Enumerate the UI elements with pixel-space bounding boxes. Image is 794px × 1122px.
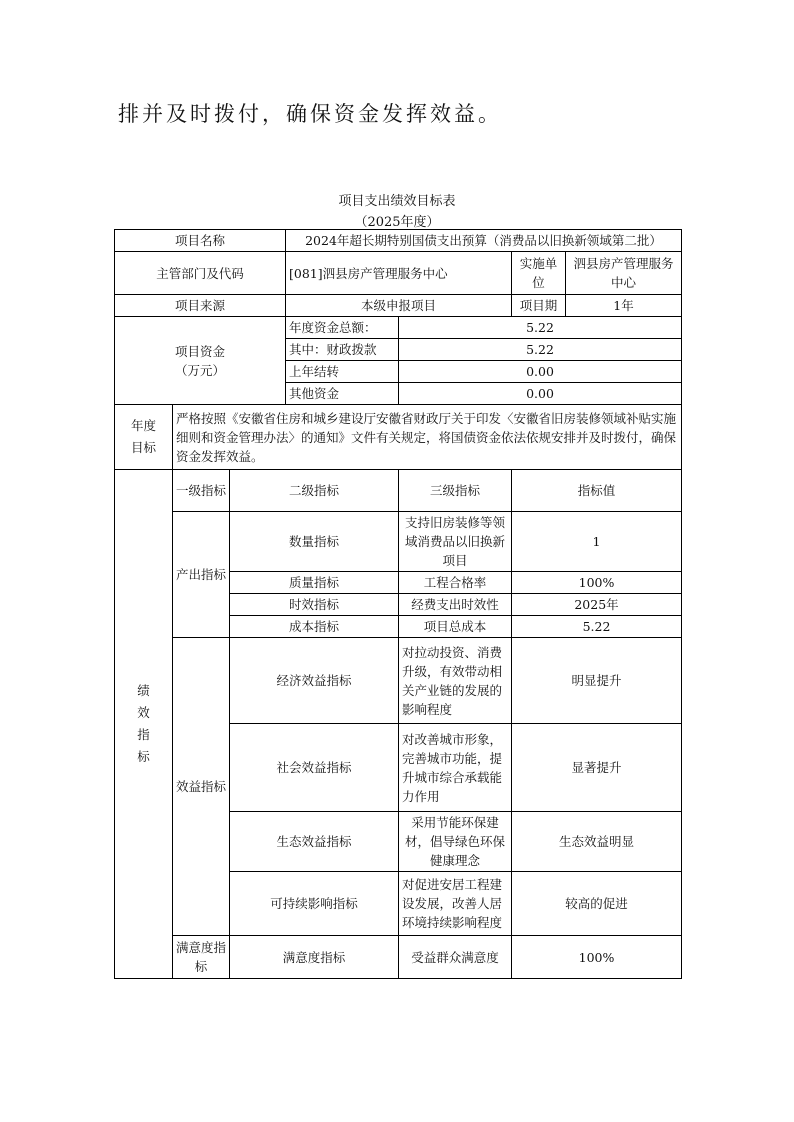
performance-label-char: 效	[137, 705, 150, 720]
funds-item-value: 0.00	[399, 383, 682, 405]
output-indicator-label: 产出指标	[173, 512, 230, 638]
performance-label-char: 标	[137, 749, 150, 764]
header-level3: 三级指标	[399, 470, 512, 512]
table-title: 项目支出绩效目标表	[338, 194, 456, 209]
project-name-value: 2024年超长期特别国债支出预算（消费品以旧换新领域第二批）	[286, 230, 682, 252]
performance-table	[114, 229, 682, 979]
funds-item-value: 5.22	[399, 317, 682, 339]
header-level1: 一级指标	[173, 470, 230, 512]
level2-indicator: 数量指标	[230, 512, 399, 572]
level2-indicator: 生态效益指标	[230, 812, 399, 872]
funds-item-value: 0.00	[399, 361, 682, 383]
indicator-value: 5.22	[512, 616, 682, 638]
impl-unit-value: 泗县房产管理服务中心	[566, 252, 682, 295]
impl-unit-label: 实施单位	[512, 252, 566, 295]
annual-goal-label-line1: 年度	[130, 418, 156, 433]
annual-goal-label	[115, 405, 173, 470]
table-year: （2025年度）	[354, 215, 440, 230]
satisfaction-indicator-label: 满意度指标	[173, 936, 230, 979]
funds-label	[115, 317, 286, 405]
level2-indicator: 满意度指标	[230, 936, 399, 979]
lead-text: 排并及时拨付，确保资金发挥效益。	[118, 102, 502, 126]
indicator-value: 生态效益明显	[512, 812, 682, 872]
period-label: 项目期	[512, 295, 566, 317]
project-name-label: 项目名称	[115, 230, 286, 252]
row-benefit-economic	[115, 638, 682, 724]
performance-label-char: 指	[137, 727, 150, 742]
indicator-value: 明显提升	[512, 638, 682, 724]
header-level2: 二级指标	[230, 470, 399, 512]
funds-item-label: 其他资金	[286, 383, 399, 405]
level3-indicator: 对促进安居工程建设发展，改善人居环境持续影响程度	[399, 872, 512, 936]
funds-item-value: 5.22	[399, 339, 682, 361]
indicator-value: 较高的促进	[512, 872, 682, 936]
row-annual-goal	[115, 405, 682, 470]
level3-indicator: 项目总成本	[399, 616, 512, 638]
level2-indicator: 质量指标	[230, 572, 399, 594]
dept-label: 主管部门及代码	[115, 252, 286, 295]
level3-indicator: 对拉动投资、消费升级，有效带动相关产业链的发展的影响程度	[399, 638, 512, 724]
row-output-quantity	[115, 512, 682, 572]
level2-indicator: 经济效益指标	[230, 638, 399, 724]
source-value: 本级申报项目	[286, 295, 512, 317]
level2-indicator: 社会效益指标	[230, 724, 399, 812]
row-indicator-headers	[115, 470, 682, 512]
indicator-value: 100%	[512, 572, 682, 594]
annual-goal-label-line2: 目标	[130, 440, 156, 455]
annual-goal-text: 严格按照《安徽省住房和城乡建设厅安徽省财政厅关于印发〈安徽省旧房装修领域补贴实施细则和资金管理办法〉的通知》文件有关规定，将国债资金依法依规安排并及时拨付，确保资金发挥效益。	[173, 405, 682, 470]
level3-indicator: 受益群众满意度	[399, 936, 512, 979]
row-project-name	[115, 230, 682, 252]
level3-indicator: 采用节能环保建材，倡导绿色环保健康理念	[399, 812, 512, 872]
header-value: 指标值	[512, 470, 682, 512]
level2-indicator: 可持续影响指标	[230, 872, 399, 936]
funds-label-line2: （万元）	[175, 362, 226, 378]
level2-indicator: 时效指标	[230, 594, 399, 616]
row-source	[115, 295, 682, 317]
funds-item-label: 年度资金总额：	[286, 317, 399, 339]
level3-indicator: 经费支出时效性	[399, 594, 512, 616]
performance-label-char: 绩	[137, 683, 150, 698]
level3-indicator: 对改善城市形象，完善城市功能，提升城市综合承载能力作用	[399, 724, 512, 812]
funds-label-line1: 项目资金	[175, 343, 226, 359]
indicator-value: 2025年	[512, 594, 682, 616]
benefit-indicator-label: 效益指标	[173, 638, 230, 936]
row-dept	[115, 252, 682, 295]
period-value: 1年	[566, 295, 682, 317]
indicator-value: 1	[512, 512, 682, 572]
level3-indicator: 工程合格率	[399, 572, 512, 594]
funds-item-label: 其中：财政拨款	[286, 339, 399, 361]
source-label: 项目来源	[115, 295, 286, 317]
indicator-value: 显著提升	[512, 724, 682, 812]
row-satisfaction	[115, 936, 682, 979]
funds-item-label: 上年结转	[286, 361, 399, 383]
performance-indicators-label	[115, 470, 173, 979]
level2-indicator: 成本指标	[230, 616, 399, 638]
row-funds-total	[115, 317, 682, 339]
dept-value: [081]泗县房产管理服务中心	[286, 252, 512, 295]
indicator-value: 100%	[512, 936, 682, 979]
level3-indicator: 支持旧房装修等领域消费品以旧换新项目	[399, 512, 512, 572]
